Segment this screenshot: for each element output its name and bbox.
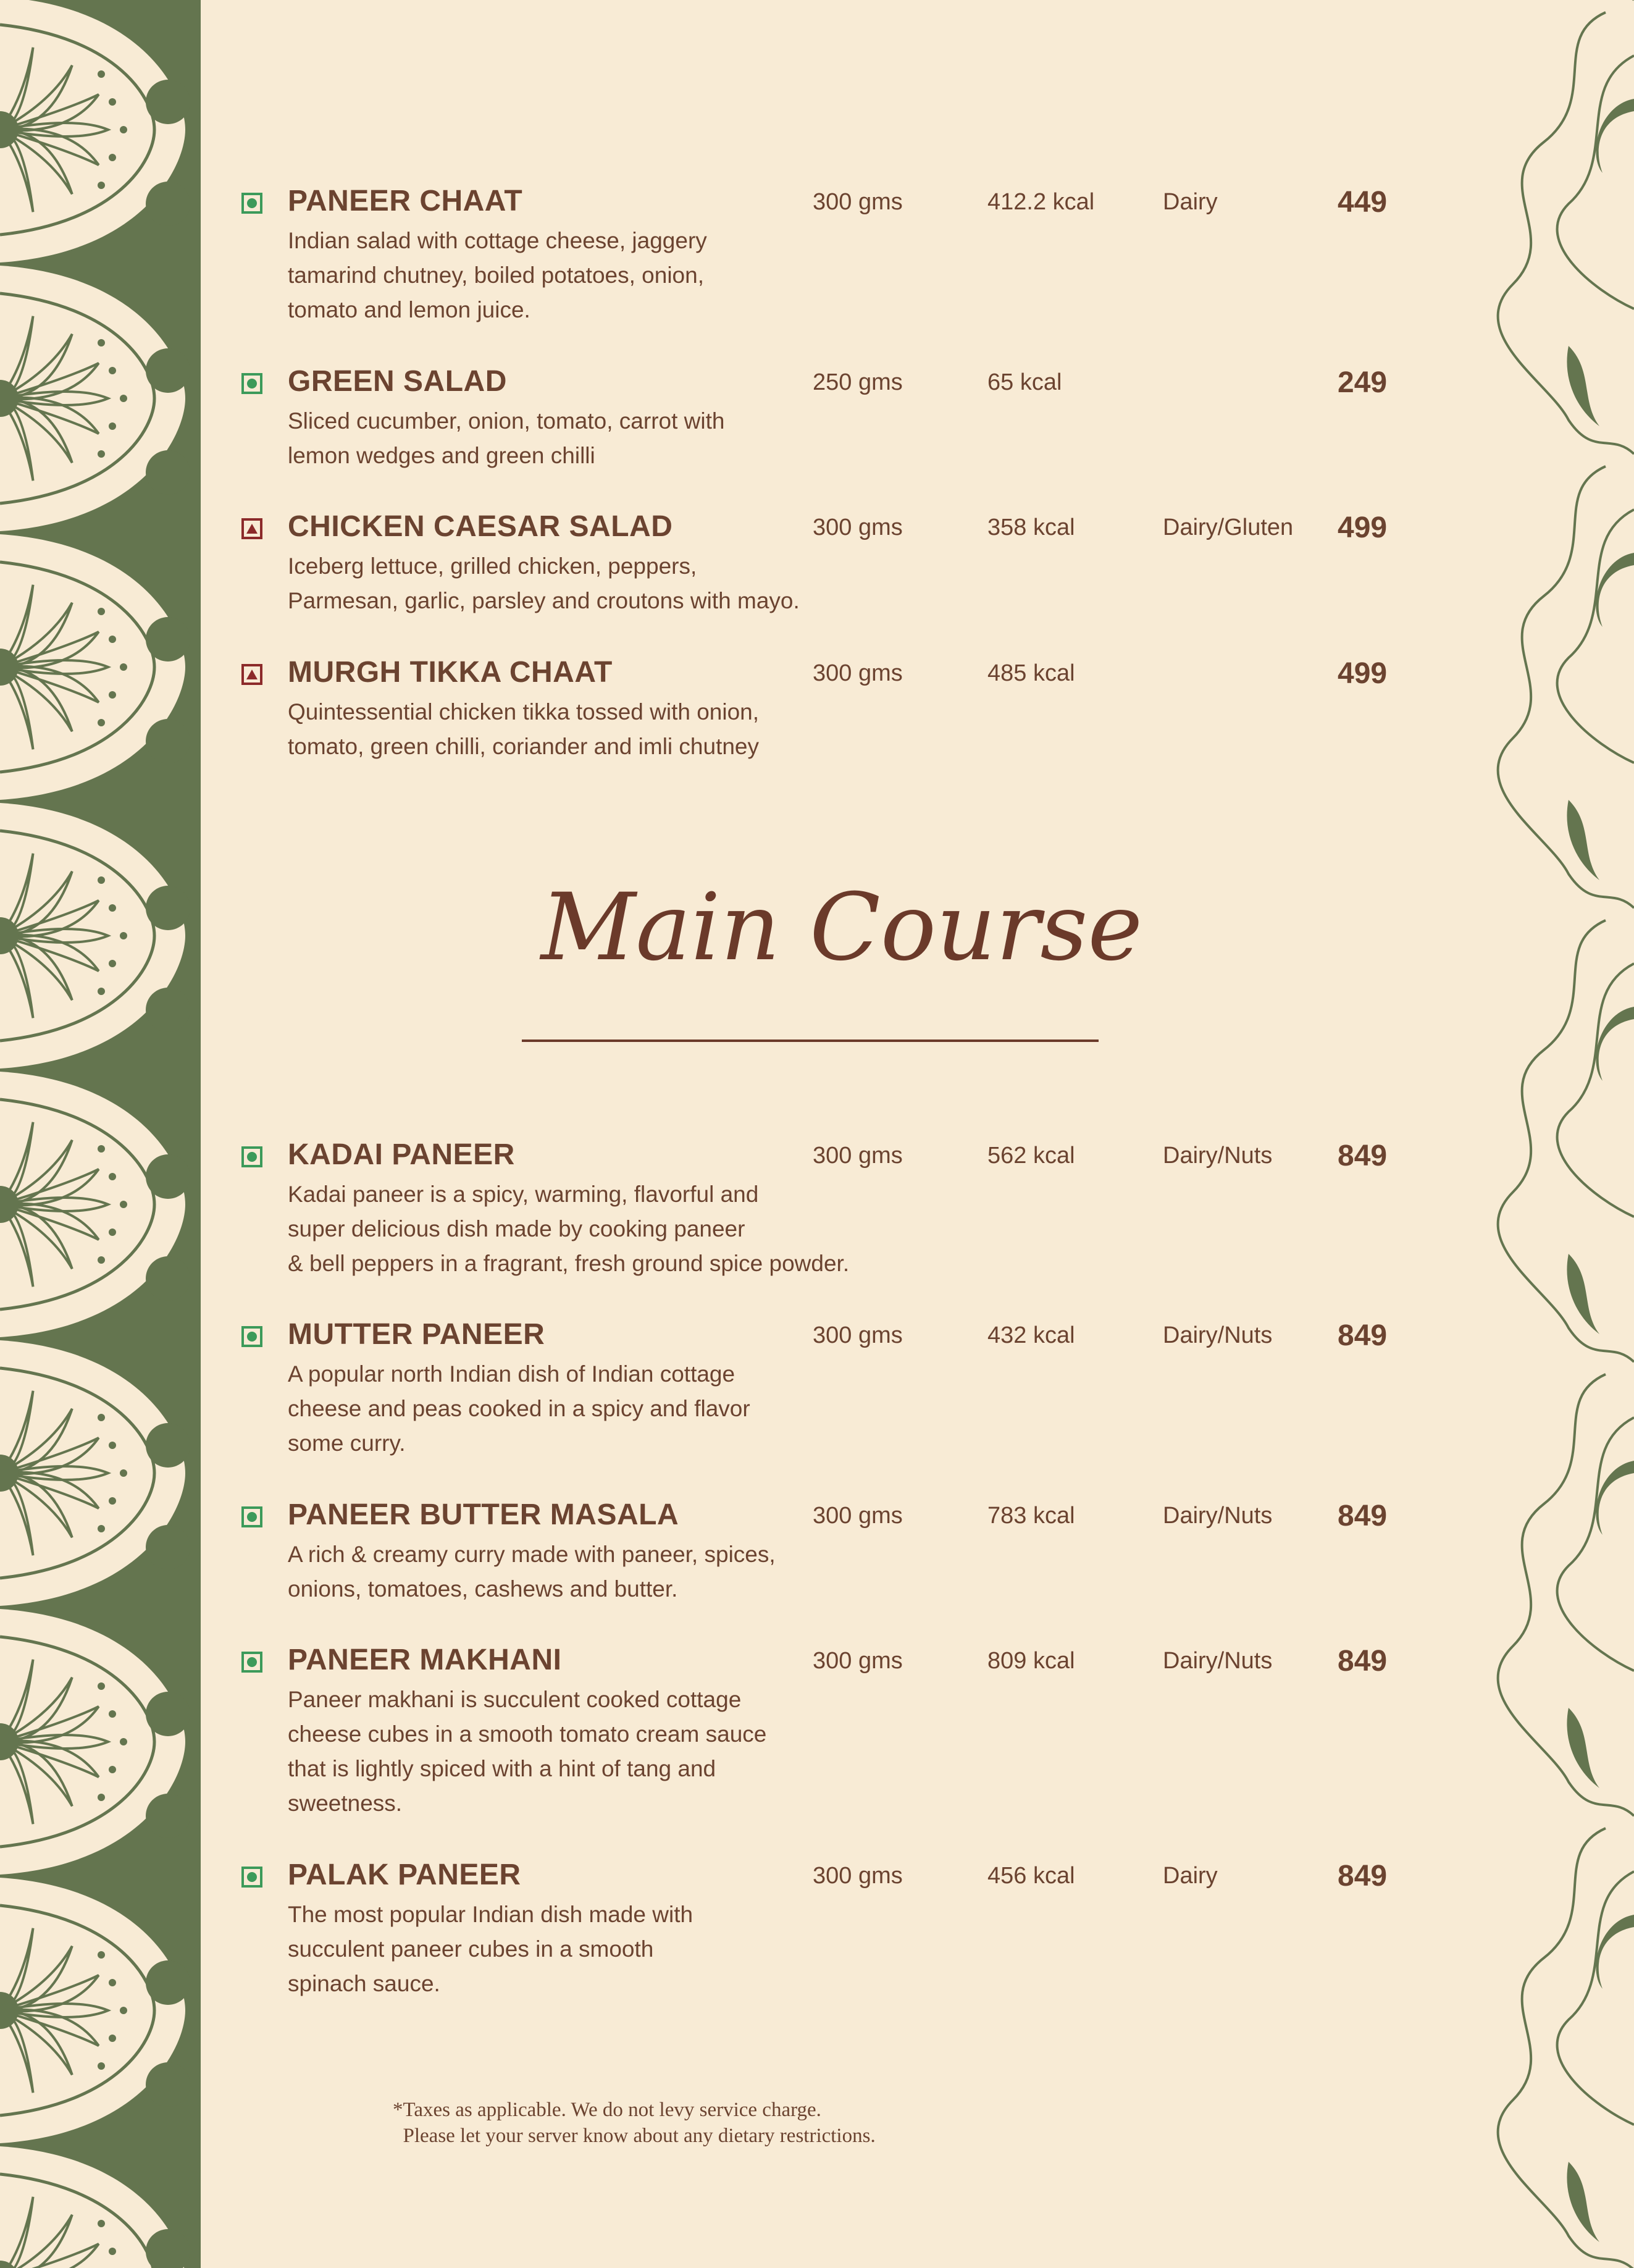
item-price: 499 <box>1338 657 1388 690</box>
item-description <box>288 1537 893 1606</box>
item-description-line: succulent paneer cubes in a smooth <box>288 1936 654 1962</box>
veg-symbol-icon <box>241 1867 262 1888</box>
item-allergens: Dairy <box>1163 189 1218 215</box>
item-price: 849 <box>1338 1500 1388 1532</box>
item-weight: 300 gms <box>813 1863 903 1889</box>
veg-symbol-icon <box>241 193 262 214</box>
footer-note <box>393 2097 876 2149</box>
footer-line-dietary: Please let your server know about any dietary restrictions. <box>393 2125 876 2147</box>
item-allergens: Dairy/Nuts <box>1163 1503 1273 1529</box>
right-wavy-border <box>1476 0 1634 2268</box>
item-weight: 300 gms <box>813 660 903 686</box>
item-weight: 300 gms <box>813 1503 903 1529</box>
item-name: PANEER CHAAT <box>288 185 523 217</box>
item-calories: 456 kcal <box>987 1863 1075 1889</box>
item-calories: 412.2 kcal <box>987 189 1095 215</box>
veg-symbol-icon <box>241 1506 262 1527</box>
item-price: 849 <box>1338 1860 1388 1892</box>
item-description <box>288 695 893 764</box>
footer-line-taxes: *Taxes as applicable. We do not levy service charge. <box>393 2099 821 2121</box>
item-description <box>288 404 893 473</box>
item-allergens: Dairy/Gluten <box>1163 514 1294 540</box>
item-description-line: onions, tomatoes, cashews and butter. <box>288 1576 678 1602</box>
item-description-line: Sliced cucumber, onion, tomato, carrot with <box>288 408 725 434</box>
item-calories: 485 kcal <box>987 660 1075 686</box>
item-description <box>288 224 893 327</box>
item-description-line: The most popular Indian dish made with <box>288 1902 693 1927</box>
item-description <box>288 1682 893 1821</box>
item-description-line: spinach sauce. <box>288 1971 440 1996</box>
item-price: 849 <box>1338 1645 1388 1678</box>
item-weight: 250 gms <box>813 369 903 395</box>
item-name: MUTTER PANEER <box>288 1318 545 1351</box>
item-weight: 300 gms <box>813 1143 903 1169</box>
item-weight: 300 gms <box>813 1322 903 1348</box>
item-price: 849 <box>1338 1319 1388 1352</box>
item-name: GREEN SALAD <box>288 365 507 398</box>
item-price: 449 <box>1338 186 1388 219</box>
item-calories: 809 kcal <box>987 1648 1075 1674</box>
item-weight: 300 gms <box>813 514 903 540</box>
item-description-line: tomato, green chilli, coriander and imli chutney <box>288 734 759 759</box>
item-name: KADAI PANEER <box>288 1138 515 1171</box>
veg-symbol-icon <box>241 1326 262 1347</box>
item-calories: 562 kcal <box>987 1143 1075 1169</box>
item-allergens: Dairy/Nuts <box>1163 1322 1273 1348</box>
item-name: PALAK PANEER <box>288 1858 521 1891</box>
item-description-line: Quintessential chicken tikka tossed with onion, <box>288 699 760 724</box>
item-description <box>288 1357 893 1461</box>
non-veg-symbol-icon <box>241 664 262 685</box>
item-description <box>288 1897 893 2001</box>
item-description-line: Indian salad with cottage cheese, jaggery <box>288 228 707 253</box>
item-price: 249 <box>1338 366 1388 399</box>
non-veg-symbol-icon <box>241 518 262 539</box>
item-calories: 432 kcal <box>987 1322 1075 1348</box>
item-weight: 300 gms <box>813 1648 903 1674</box>
item-name: PANEER MAKHANI <box>288 1644 562 1676</box>
item-description-line: lemon wedges and green chilli <box>288 443 595 468</box>
item-allergens: Dairy/Nuts <box>1163 1648 1273 1674</box>
item-description-line: some curry. <box>288 1430 406 1456</box>
veg-symbol-icon <box>241 373 262 394</box>
item-description-line: cheese and peas cooked in a spicy and flavor <box>288 1396 750 1421</box>
left-ornamental-border <box>0 0 201 2268</box>
item-calories: 65 kcal <box>987 369 1062 395</box>
item-description-line: A rich & creamy curry made with paneer, spices, <box>288 1542 776 1567</box>
item-calories: 358 kcal <box>987 514 1075 540</box>
item-name: CHICKEN CAESAR SALAD <box>288 510 673 543</box>
item-description-line: Paneer makhani is succulent cooked cottage <box>288 1687 742 1712</box>
item-description <box>288 549 893 618</box>
veg-symbol-icon <box>241 1652 262 1673</box>
item-description-line: that is lightly spiced with a hint of tang and <box>288 1756 716 1781</box>
veg-symbol-icon <box>241 1146 262 1167</box>
item-description-line: cheese cubes in a smooth tomato cream sauce <box>288 1721 767 1747</box>
item-description-line: tamarind chutney, boiled potatoes, onion, <box>288 262 704 288</box>
item-calories: 783 kcal <box>987 1503 1075 1529</box>
item-description-line: & bell peppers in a fragrant, fresh ground spice powder. <box>288 1251 850 1276</box>
item-description-line: super delicious dish made by cooking paneer <box>288 1216 745 1241</box>
item-allergens: Dairy <box>1163 1863 1218 1889</box>
item-description-line: sweetness. <box>288 1791 403 1816</box>
item-price: 499 <box>1338 511 1388 544</box>
item-description-line: tomato and lemon juice. <box>288 297 530 322</box>
item-weight: 300 gms <box>813 189 903 215</box>
item-description-line: Iceberg lettuce, grilled chicken, peppers, <box>288 553 697 579</box>
section-title: Main Course <box>540 874 1143 981</box>
item-description-line: Kadai paneer is a spicy, warming, flavorful and <box>288 1182 759 1207</box>
item-name: MURGH TIKKA CHAAT <box>288 656 613 689</box>
section-divider <box>522 1040 1099 1042</box>
item-description-line: Parmesan, garlic, parsley and croutons with mayo. <box>288 588 800 613</box>
item-price: 849 <box>1338 1140 1388 1172</box>
item-allergens: Dairy/Nuts <box>1163 1143 1273 1169</box>
item-name: PANEER BUTTER MASALA <box>288 1498 679 1531</box>
item-description-line: A popular north Indian dish of Indian cottage <box>288 1361 735 1387</box>
item-description <box>288 1177 893 1281</box>
